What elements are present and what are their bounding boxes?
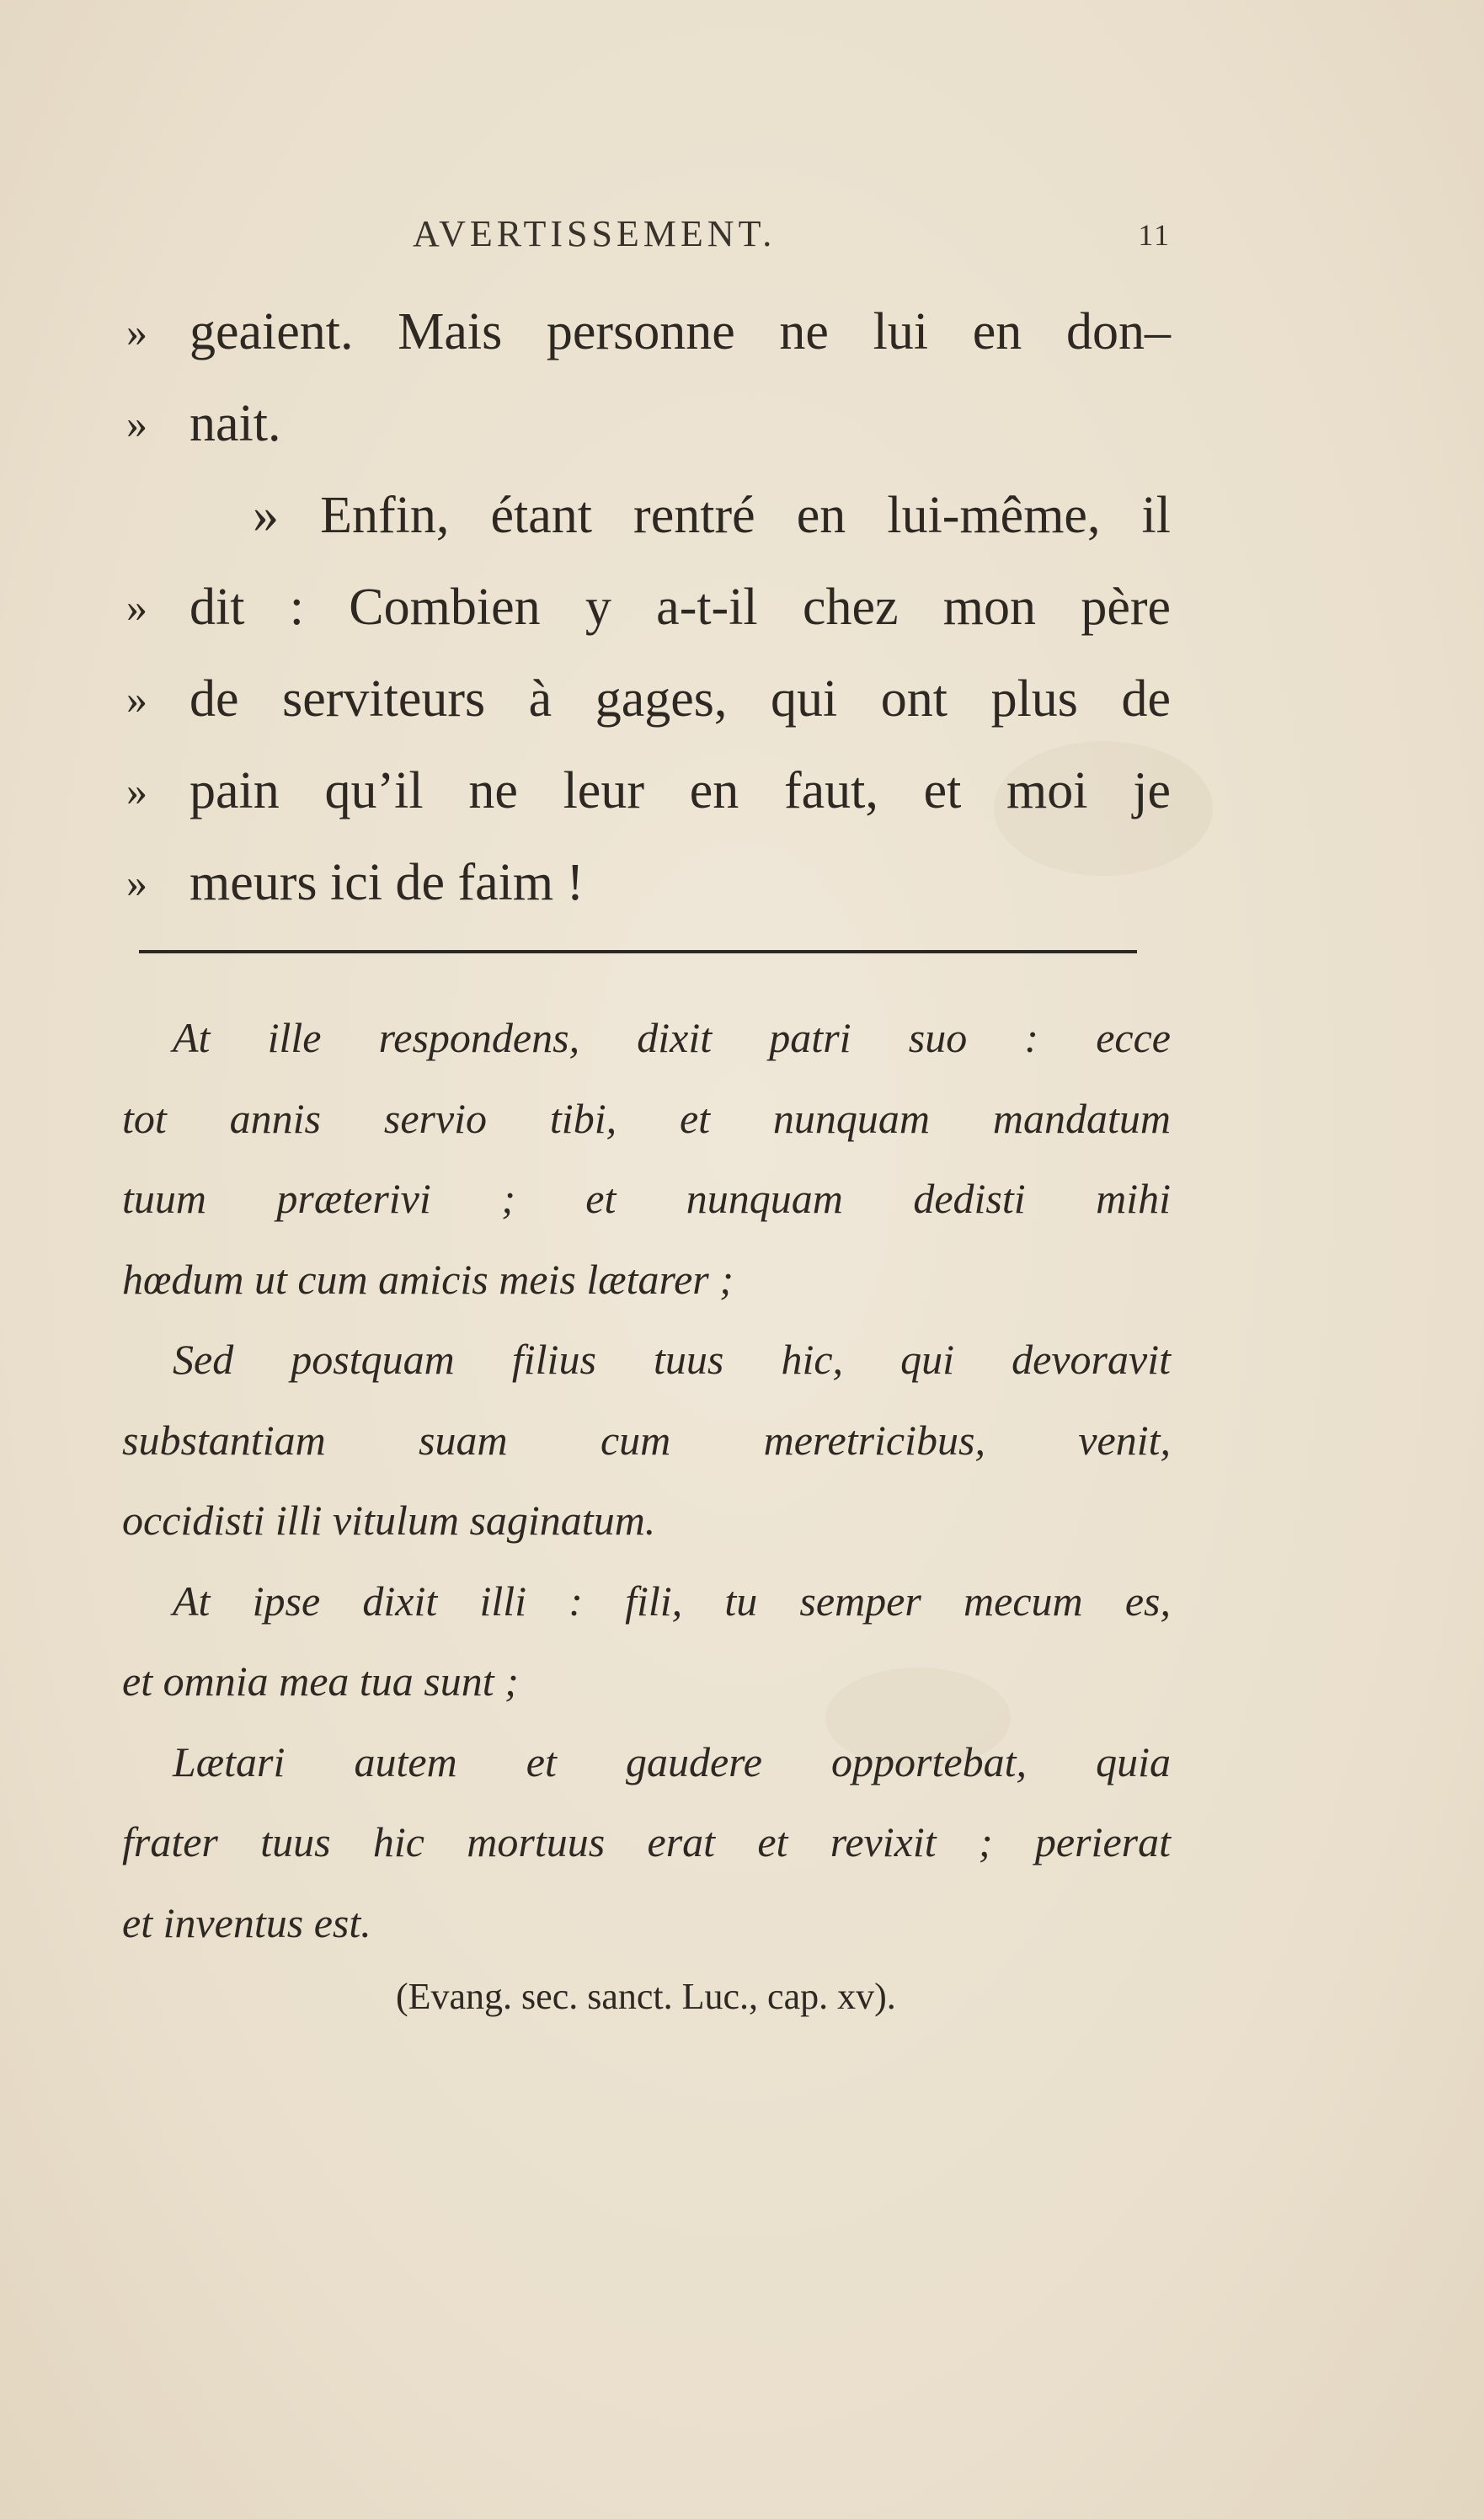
latin-line: et omnia mea tua sunt ; [122, 1657, 519, 1705]
quote-mark: » [126, 859, 147, 906]
french-line-text: meurs ici de faim ! [190, 854, 585, 911]
quote-mark: » [126, 584, 147, 631]
latin-line: At ille respondens, dixit patri suo : ecce [173, 1014, 1171, 1061]
citation: (Evang. sec. sanct. Luc., cap. xv). [396, 1976, 896, 2017]
quote-mark: » [126, 767, 147, 814]
latin-line: et inventus est. [122, 1898, 371, 1946]
french-line [126, 562, 1171, 654]
french-line [126, 378, 1171, 470]
latin-line: Sed postquam filius tuus hic, qui devoravit [173, 1336, 1171, 1383]
quote-mark: » [126, 400, 147, 447]
section-divider-rule [139, 950, 1137, 953]
latin-line: occidisti illi vitulum saginatum. [122, 1497, 656, 1544]
french-line-text: geaient. Mais personne ne lui en don– [190, 303, 1171, 360]
french-line-text: de serviteurs à gages, qui ont plus de [190, 670, 1171, 728]
french-line-text: dit : Combien y a-t-il chez mon père [190, 579, 1171, 636]
latin-line: tuum præterivi ; et nunquam dedisti mihi [122, 1175, 1171, 1222]
latin-line: frater tuus hic mortuus erat et revixit ; perierat [122, 1818, 1171, 1865]
french-line [126, 837, 1171, 929]
french-line [126, 286, 1171, 378]
latin-line: substantiam suam cum meretricibus, venit, [122, 1416, 1171, 1464]
latin-line: tot annis servio tibi, et nunquam mandatum [122, 1094, 1171, 1142]
quote-mark: » [126, 675, 147, 723]
french-line-text: pain qu’il ne leur en faut, et moi je [190, 762, 1171, 819]
latin-line: hœdum ut cum amicis meis lætarer ; [122, 1255, 734, 1303]
french-line-text: » Enfin, étant rentré en lui-même, il [253, 487, 1171, 544]
latin-line: Lætari autem et gaudere opportebat, quia [173, 1737, 1171, 1785]
french-line [126, 470, 1171, 562]
page-number: 11 [1138, 218, 1171, 252]
latin-text-block [122, 998, 1171, 1963]
french-line [126, 654, 1171, 745]
french-line [126, 745, 1171, 837]
running-head: AVERTISSEMENT. [413, 213, 777, 254]
french-line-text: nait. [190, 395, 281, 452]
quote-mark: » [126, 308, 147, 355]
page-header [126, 212, 1171, 263]
french-text-block [126, 286, 1171, 929]
latin-line: At ipse dixit illi : fili, tu semper mecum es, [173, 1577, 1171, 1625]
